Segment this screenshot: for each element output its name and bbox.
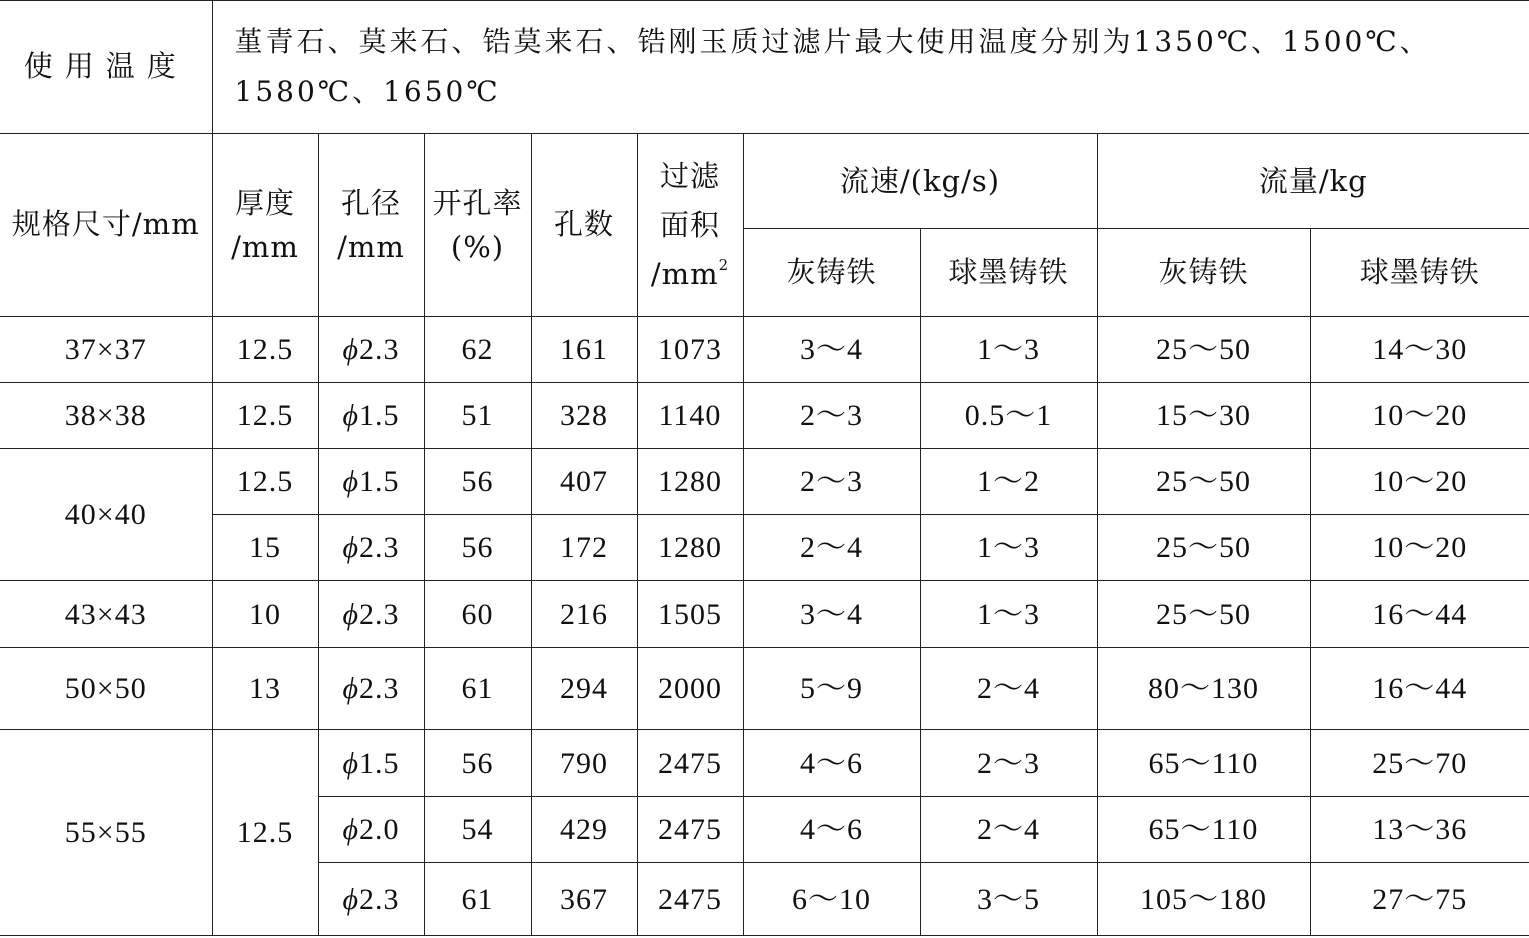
table-row	[0, 581, 1529, 648]
cell-amount-gray: 25～50	[1097, 317, 1310, 383]
cell-rate-gray: 3～4	[743, 317, 920, 383]
header-filter-area	[637, 134, 743, 317]
cell-holes: 172	[531, 515, 637, 581]
cell-amount-ductile: 25～70	[1310, 730, 1529, 797]
cell-porosity: 56	[424, 730, 531, 797]
aperture-value: 2.3	[359, 597, 400, 631]
header-porosity: 开孔率 (%)	[424, 134, 531, 317]
cell-rate-ductile: 1～3	[920, 515, 1097, 581]
header-area-line2: 面积	[659, 207, 720, 242]
cell-amount-ductile: 16～44	[1310, 648, 1529, 730]
cell-amount-gray: 25～50	[1097, 515, 1310, 581]
cell-area: 1280	[637, 449, 743, 515]
aperture-value: 2.3	[359, 531, 400, 564]
cell-holes: 790	[531, 730, 637, 797]
cell-rate-gray: 4～6	[743, 797, 920, 863]
cell-area: 1140	[637, 383, 743, 449]
table-row	[0, 383, 1529, 449]
cell-amount-gray: 25～50	[1097, 449, 1310, 515]
header-area-sup: 2	[718, 255, 730, 274]
cell-area: 1073	[637, 317, 743, 383]
cell-aperture	[318, 581, 424, 648]
cell-size: 38×38	[0, 383, 212, 449]
cell-amount-gray: 105～180	[1097, 863, 1310, 936]
aperture-value: 1.5	[359, 465, 400, 498]
header-rate-ductile-iron: 球墨铸铁	[920, 229, 1097, 317]
cell-size: 37×37	[0, 317, 212, 383]
cell-holes: 161	[531, 317, 637, 383]
phi-symbol: ϕ	[342, 333, 360, 366]
table-row	[0, 730, 1529, 797]
cell-size: 40×40	[0, 449, 212, 581]
cell-porosity: 61	[424, 648, 531, 730]
cell-amount-ductile: 13～36	[1310, 797, 1529, 863]
header-thickness: 厚度 /mm	[212, 134, 318, 317]
cell-holes: 294	[531, 648, 637, 730]
phi-symbol: ϕ	[342, 672, 360, 705]
cell-aperture	[318, 648, 424, 730]
cell-area: 1280	[637, 515, 743, 581]
cell-amount-ductile: 14～30	[1310, 317, 1529, 383]
cell-rate-ductile: 1～2	[920, 449, 1097, 515]
cell-aperture	[318, 515, 424, 581]
cell-rate-ductile: 1～3	[920, 317, 1097, 383]
cell-rate-ductile: 1～3	[920, 581, 1097, 648]
header-row-1	[0, 134, 1529, 229]
cell-porosity: 61	[424, 863, 531, 936]
cell-porosity: 62	[424, 317, 531, 383]
phi-symbol: ϕ	[342, 531, 360, 564]
header-size: 规格尺寸/mm	[0, 134, 212, 317]
cell-thickness: 12.5	[212, 383, 318, 449]
usage-temperature-row	[0, 1, 1529, 134]
cell-rate-gray: 2～3	[743, 449, 920, 515]
cell-porosity: 51	[424, 383, 531, 449]
cell-thickness: 12.5	[212, 317, 318, 383]
cell-amount-ductile: 16～44	[1310, 581, 1529, 648]
cell-aperture	[318, 383, 424, 449]
header-area-line1: 过滤	[659, 158, 720, 193]
cell-area: 2475	[637, 797, 743, 863]
cell-area: 2475	[637, 730, 743, 797]
aperture-value: 2.3	[359, 672, 400, 705]
table-row	[0, 317, 1529, 383]
table-row	[0, 449, 1529, 515]
cell-amount-gray: 65～110	[1097, 797, 1310, 863]
cell-size: 50×50	[0, 648, 212, 730]
cell-size: 55×55	[0, 730, 212, 936]
cell-amount-gray: 25～50	[1097, 581, 1310, 648]
cell-aperture	[318, 863, 424, 936]
cell-rate-ductile: 2～4	[920, 648, 1097, 730]
cell-porosity: 56	[424, 515, 531, 581]
header-rate-gray-iron: 灰铸铁	[743, 229, 920, 317]
cell-rate-ductile: 0.5～1	[920, 383, 1097, 449]
cell-rate-gray: 4～6	[743, 730, 920, 797]
cell-rate-ductile: 2～3	[920, 730, 1097, 797]
header-aperture: 孔径 /mm	[318, 134, 424, 317]
usage-temperature-text: 堇青石、莫来石、锆莫来石、锆刚玉质过滤片最大使用温度分别为1350℃、1500℃、1580℃、1650℃	[212, 1, 1529, 134]
cell-aperture	[318, 317, 424, 383]
aperture-value: 2.0	[359, 813, 400, 846]
cell-thickness: 15	[212, 515, 318, 581]
aperture-value: 2.3	[359, 333, 400, 366]
cell-size: 43×43	[0, 581, 212, 648]
cell-holes: 429	[531, 797, 637, 863]
table-row	[0, 648, 1529, 730]
cell-holes: 328	[531, 383, 637, 449]
cell-rate-gray: 5～9	[743, 648, 920, 730]
cell-rate-ductile: 2～4	[920, 797, 1097, 863]
cell-aperture	[318, 449, 424, 515]
phi-symbol: ϕ	[342, 465, 360, 498]
header-amount-gray-iron: 灰铸铁	[1097, 229, 1310, 317]
cell-amount-ductile: 27～75	[1310, 863, 1529, 936]
cell-rate-ductile: 3～5	[920, 863, 1097, 936]
cell-amount-ductile: 10～20	[1310, 515, 1529, 581]
cell-thickness: 12.5	[212, 449, 318, 515]
usage-temperature-label: 使用温度	[0, 1, 212, 134]
aperture-value: 2.3	[359, 882, 400, 916]
cell-rate-gray: 6～10	[743, 863, 920, 936]
cell-rate-gray: 3～4	[743, 581, 920, 648]
cell-rate-gray: 2～3	[743, 383, 920, 449]
cell-rate-gray: 2～4	[743, 515, 920, 581]
cell-amount-gray: 65～110	[1097, 730, 1310, 797]
phi-symbol: ϕ	[342, 882, 360, 916]
aperture-value: 1.5	[359, 746, 400, 780]
header-area-unit: /mm	[650, 256, 719, 291]
header-flow-amount: 流量/kg	[1097, 134, 1529, 229]
cell-aperture	[318, 730, 424, 797]
cell-area: 1505	[637, 581, 743, 648]
cell-porosity: 54	[424, 797, 531, 863]
cell-aperture	[318, 797, 424, 863]
cell-holes: 407	[531, 449, 637, 515]
phi-symbol: ϕ	[342, 597, 360, 631]
cell-amount-ductile: 10～20	[1310, 449, 1529, 515]
header-flow-rate: 流速/(kg/s)	[743, 134, 1097, 229]
cell-amount-gray: 80～130	[1097, 648, 1310, 730]
phi-symbol: ϕ	[342, 746, 360, 780]
phi-symbol: ϕ	[342, 399, 360, 432]
cell-holes: 367	[531, 863, 637, 936]
cell-porosity: 56	[424, 449, 531, 515]
aperture-value: 1.5	[359, 399, 400, 432]
cell-porosity: 60	[424, 581, 531, 648]
cell-amount-ductile: 10～20	[1310, 383, 1529, 449]
cell-thickness: 10	[212, 581, 318, 648]
cell-thickness: 13	[212, 648, 318, 730]
cell-thickness: 12.5	[212, 730, 318, 936]
cell-area: 2000	[637, 648, 743, 730]
header-amount-ductile-iron: 球墨铸铁	[1310, 229, 1529, 317]
header-holes: 孔数	[531, 134, 637, 317]
cell-area: 2475	[637, 863, 743, 936]
table-row	[0, 515, 1529, 581]
cell-amount-gray: 15～30	[1097, 383, 1310, 449]
cell-holes: 216	[531, 581, 637, 648]
phi-symbol: ϕ	[342, 813, 360, 846]
